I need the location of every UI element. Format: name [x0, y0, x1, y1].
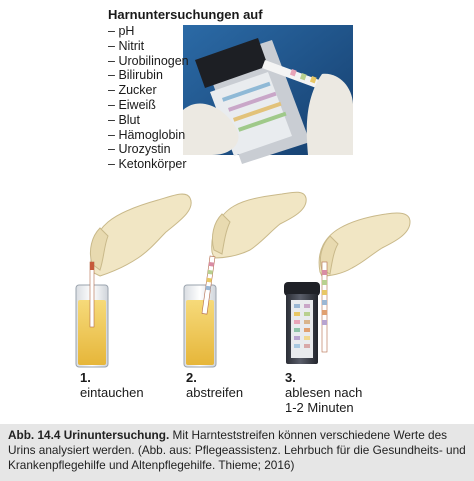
test-strip-1 — [90, 262, 94, 327]
test-list — [108, 6, 278, 172]
urine-2 — [186, 300, 214, 365]
list-item: – Bilirubin — [108, 68, 278, 83]
bottle-cap — [284, 282, 320, 296]
test-list-items — [108, 24, 278, 172]
caption-body: Mit Harnteststreifen können verschiedene Werte des Urins analysiert werden. (Abb. aus: Pflegeassistenz. Lehrbuch für die Gesundheits- und Krankenpflegehilfe und Altenpflegehilfe. Thieme; 2016) — [8, 428, 466, 472]
step-2-label — [186, 370, 243, 400]
step-2-number: 2. — [186, 370, 197, 385]
list-item: – Ketonkörper — [108, 157, 278, 172]
step-3-text-line2: 1-2 Minuten — [285, 400, 354, 415]
list-item: – Nitrit — [108, 39, 278, 54]
list-item: – Eiweiß — [108, 98, 278, 113]
step-1-illustration — [76, 194, 191, 367]
figure-caption — [0, 424, 474, 481]
list-item: – Zucker — [108, 83, 278, 98]
test-list-title: Harnuntersuchungen auf — [108, 7, 263, 22]
caption-title: Urinuntersuchung. — [63, 428, 170, 442]
list-item: – Hämoglobin — [108, 128, 278, 143]
list-item: – Urobilinogen — [108, 54, 278, 69]
test-strip-3 — [322, 262, 327, 352]
step-1-number: 1. — [80, 370, 91, 385]
step-3-text: ablesen nach — [285, 385, 363, 400]
step-2-text: abstreifen — [186, 385, 244, 400]
list-item: – Urozystin — [108, 142, 278, 157]
step-1-text: eintauchen — [80, 385, 144, 400]
list-item: – Blut — [108, 113, 278, 128]
list-item: – pH — [108, 24, 278, 39]
step-3-label — [285, 370, 362, 415]
step-3-illustration — [284, 213, 410, 364]
caption-figure-number: Abb. 14.4 — [8, 428, 61, 442]
step-1-label — [80, 370, 144, 400]
step-3-number: 3. — [285, 370, 296, 385]
